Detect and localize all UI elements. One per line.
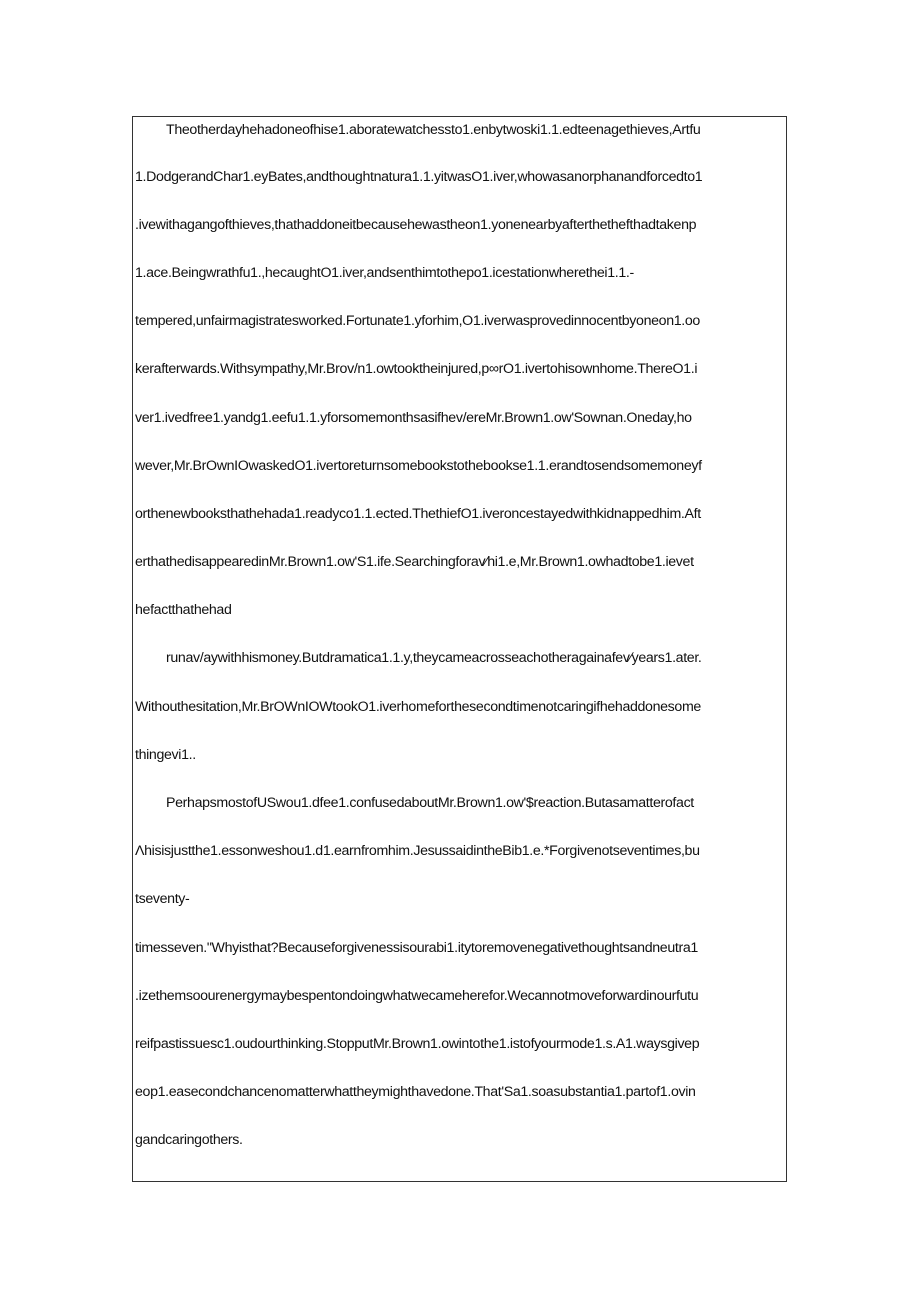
text-line: Withouthesitation,Mr.BrOWnIOWtookO1.iverhomeforthesecondtimenotcaringifhehaddonesome: [135, 699, 701, 715]
text-line: Theotherdayhehadoneofhise1.aboratewatchessto1.enbytwoski1.1.edteenagethieves,Artfu: [166, 122, 701, 138]
text-line: erthathedisappearedinMr.Brown1.ow'S1.ife.Searchingforav∕hi1.e,Mr.Brown1.owhadtobe1.ievet: [135, 554, 694, 570]
text-box: [132, 116, 787, 1182]
text-line: .ivewithagangofthieves,thathaddoneitbecausehewastheon1.yonenearbyafterthethefthadtakenp: [135, 217, 697, 233]
text-line: hefactthathehad: [135, 602, 232, 618]
text-line: kerafterwards.Withsympathy,Mr.Brov/n1.owtooktheinjured,p∞rO1.ivertohisownhome.ThereO1.i: [135, 361, 698, 377]
text-line: wever,Mr.BrOwnIOwaskedO1.ivertoreturnsomebookstothebookse1.1.erandtosendsomemoneyf: [135, 458, 702, 474]
text-line: PerhapsmostofUSwou1.dfee1.confusedaboutMr.Brown1.ow'$reaction.Butasamatterofact: [166, 795, 694, 811]
text-line: ver1.ivedfree1.yandg1.eefu1.1.yforsomemonthsasifhev/ereMr.Brown1.ow'Sownan.Oneday,ho: [135, 410, 692, 426]
text-line: reifpastissuesc1.oudourthinking.StopputMr.Brown1.owintothe1.istofyourmode1.s.A1.waysgivep: [135, 1036, 700, 1052]
text-line: orthenewbooksthathehada1.readyco1.1.ected.ThethiefO1.iveroncestayedwithkidnappedhim.Aft: [135, 506, 701, 522]
text-line: Λhisisjustthe1.essonweshou1.d1.earnfromhim.JesussaidintheBib1.e.*Forgivenotseventimes,bu: [135, 843, 700, 859]
text-line: 1.DodgerandChar1.eyBates,andthoughtnatura1.1.yitwasO1.iver,whowasanorphanandforcedto1: [135, 169, 703, 185]
text-line: thingevi1..: [135, 747, 196, 763]
text-line: .izethemsoourenergymaybespentondoingwhatwecameherefor.Wecannotmoveforwardinourfutu: [135, 988, 699, 1004]
text-line: tseventy-: [135, 891, 190, 907]
text-line: eop1.easecondchancenomatterwhattheymighthavedone.That'Sa1.soasubstantia1.partof1.ovin: [135, 1084, 696, 1100]
text-line: timesseven."Whyisthat?Becauseforgivenessisourabi1.itytoremovenegativethoughtsandneutra1: [135, 940, 698, 956]
text-line: runav/aywithhismoney.Butdramatica1.1.y,theycameacrosseachotheragainafev∕years1.ater.: [166, 650, 702, 666]
text-line: gandcaringothers.: [135, 1132, 243, 1148]
text-line: 1.ace.Beingwrathfu1.,hecaughtO1.iver,andsenthimtothepo1.icestationwherethei1.1.-: [135, 265, 634, 281]
text-line: tempered,unfairmagistratesworked.Fortunate1.yforhim,O1.iverwasprovedinnocentbyoneon1.oo: [135, 313, 700, 329]
